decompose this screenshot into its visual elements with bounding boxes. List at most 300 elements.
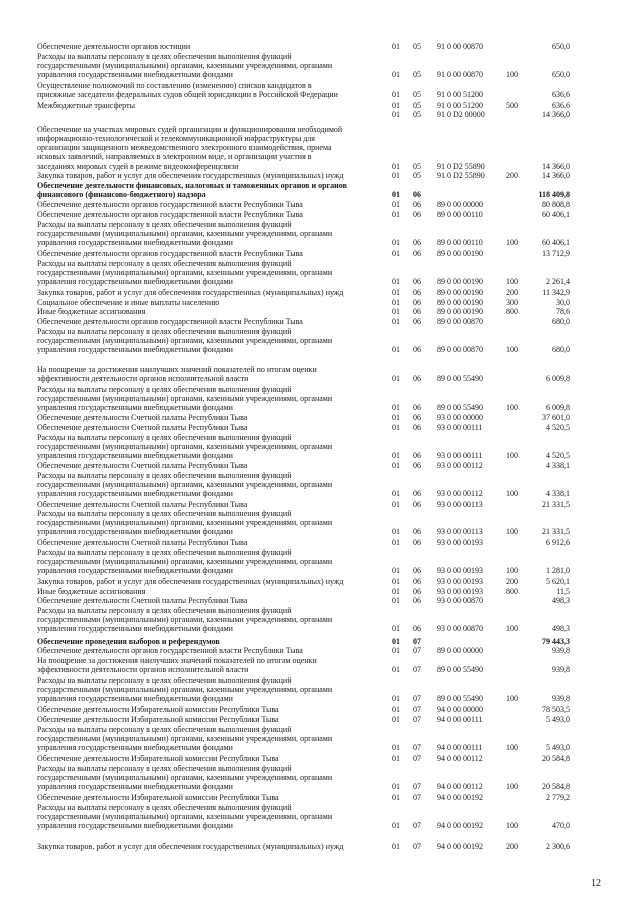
row-name: [37, 606, 382, 633]
subsection-code: 05: [413, 161, 421, 171]
section-code: 01: [392, 637, 400, 646]
row-name-line: государственными (муниципальными) органами, казенными учреждениями, органами: [37, 61, 333, 71]
subsection-code: 07: [413, 637, 421, 646]
expense-type-code: 100: [506, 821, 518, 831]
row-name: [37, 413, 382, 422]
subsection-code: 05: [413, 90, 421, 100]
table-row: [0, 210, 640, 219]
row-name: [37, 181, 382, 199]
subsection-code: 06: [413, 413, 421, 422]
expense-type-code: 100: [506, 566, 518, 576]
table-row: [0, 307, 640, 316]
row-name: [37, 327, 382, 354]
section-code: 01: [392, 42, 400, 51]
amount: 939,8: [552, 665, 570, 675]
row-name-line: государственными (муниципальными) органами, казенными учреждениями, органами: [37, 685, 333, 695]
expense-type-code: 200: [506, 577, 518, 586]
subsection-code: 06: [413, 317, 421, 326]
section-code: 01: [392, 317, 400, 326]
amount: 13 712,9: [542, 249, 570, 258]
expense-type-code: 100: [506, 238, 518, 248]
row-name: [37, 288, 382, 297]
row-name: [37, 385, 382, 412]
section-code: 01: [392, 277, 400, 287]
row-name: [37, 259, 382, 286]
target-item-code: 89 0 00 00190: [437, 249, 483, 258]
amount: 636,6: [552, 90, 570, 100]
subsection-code: 06: [413, 200, 421, 209]
row-name-line: Обеспечение деятельности Счетной палаты Республики Тыва: [37, 423, 248, 432]
section-code: 01: [392, 413, 400, 422]
page-number: 12: [591, 878, 601, 889]
row-name-line: государственными (муниципальными) органами, казенными учреждениями, органами: [37, 812, 333, 822]
row-name-line: государственными (муниципальными) органами, казенными учреждениями, органами: [37, 480, 333, 490]
row-name: [37, 538, 382, 547]
table-row: [0, 705, 640, 714]
subsection-code: 06: [413, 249, 421, 258]
row-name-line: информационно-технологической и телекоммуникационной инфраструктуры для: [37, 134, 315, 144]
row-name-line: Расходы на выплаты персоналу в целях обеспечения выполнения функций: [37, 327, 292, 336]
amount: 20 584,8: [542, 782, 570, 792]
row-name-line: управления государственными внебюджетными фондами: [37, 345, 233, 355]
target-item-code: 89 0 00 00000: [437, 646, 483, 655]
subsection-code: 06: [413, 374, 421, 384]
section-code: 01: [392, 665, 400, 675]
row-name-line: Обеспечение проведения выборов и референдумов: [37, 637, 220, 646]
row-name-line: На поощрение за достижения наилучших значений показателей по итогам оценки: [37, 656, 317, 665]
row-name-line: организации защищенного межведомственного электронного взаимодействия, приема: [37, 143, 332, 153]
expense-type-code: 100: [506, 694, 518, 704]
target-item-code: 93 0 00 00111: [437, 451, 483, 461]
table-row: [0, 413, 640, 422]
section-code: 01: [392, 500, 400, 509]
row-name: [37, 298, 382, 307]
row-name: [37, 509, 382, 536]
amount: 498,3: [552, 596, 570, 605]
expense-type-code: 100: [506, 70, 518, 80]
target-item-code: 89 0 00 00190: [437, 277, 483, 287]
subsection-code: 06: [413, 345, 421, 355]
amount: 79 443,3: [542, 637, 570, 646]
row-name-line: Обеспечение деятельности органов юстиции: [37, 42, 191, 51]
target-item-code: 91 0 D2 55890: [437, 161, 485, 171]
table-row: [0, 587, 640, 596]
target-item-code: 89 0 00 00190: [437, 288, 483, 297]
amount: 118 409,8: [538, 190, 570, 200]
target-item-code: 93 0 00 00870: [437, 596, 483, 605]
row-name: [37, 793, 382, 802]
target-item-code: 93 0 00 00193: [437, 587, 483, 596]
amount: 498,3: [552, 624, 570, 634]
row-name-line: Обеспечение деятельности Счетной палаты Республики Тыва: [37, 461, 248, 470]
table-row: [0, 423, 640, 432]
expense-type-code: 100: [506, 277, 518, 287]
subsection-code: 06: [413, 307, 421, 316]
expense-type-code: 800: [506, 307, 518, 316]
row-name: [37, 365, 382, 383]
section-code: 01: [392, 743, 400, 753]
target-item-code: 93 0 00 00112: [437, 489, 483, 499]
row-name-line: управления государственными внебюджетными фондами: [37, 782, 233, 792]
row-name: [37, 764, 382, 791]
row-name: [37, 676, 382, 703]
expense-type-code: 100: [506, 489, 518, 499]
target-item-code: 93 0 00 00113: [437, 500, 483, 509]
row-name-line: эффективности деятельности органов исполнительной власти: [37, 665, 249, 675]
target-item-code: 94 0 00 00112: [437, 754, 483, 763]
row-name-line: присяжные заседатели федеральных судов общей юрисдикции в Российской Федерации: [37, 90, 338, 100]
amount: 14 366,0: [542, 110, 570, 119]
row-name-line: Обеспечение деятельности Избирательной комиссии Республики Тыва: [37, 793, 279, 802]
row-name-line: Расходы на выплаты персоналу в целях обеспечения выполнения функций: [37, 433, 292, 442]
section-code: 01: [392, 842, 400, 851]
subsection-code: 05: [413, 101, 421, 110]
table-row: [0, 52, 640, 79]
row-name-line: Расходы на выплаты персоналу в целях обеспечения выполнения функций: [37, 52, 292, 61]
row-name-line: Обеспечение деятельности Избирательной комиссии Республики Тыва: [37, 754, 279, 763]
row-name: [37, 803, 382, 830]
row-name-line: На поощрение за достижения наилучших значений показателей по итогам оценки: [37, 365, 317, 374]
row-name-line: управления государственными внебюджетными фондами: [37, 70, 233, 80]
amount: 21 331,5: [542, 527, 570, 537]
row-name-line: государственными (муниципальными) органами, казенными учреждениями, органами: [37, 394, 333, 404]
table-row: [0, 793, 640, 802]
row-name-line: Расходы на выплаты персоналу в целях обеспечения выполнения функций: [37, 471, 292, 480]
amount: 60 406,1: [542, 210, 570, 219]
target-item-code: 89 0 00 55490: [437, 374, 483, 384]
amount: 680,0: [552, 345, 570, 355]
row-name-line: Обеспечение деятельности Счетной палаты Республики Тыва: [37, 500, 248, 509]
row-name: [37, 171, 382, 180]
expense-type-code: 100: [506, 527, 518, 537]
target-item-code: 93 0 00 00870: [437, 624, 483, 634]
row-name: [37, 587, 382, 596]
row-name: [37, 101, 382, 110]
row-name: [37, 656, 382, 674]
row-name-line: Обеспечение деятельности Счетной палаты Республики Тыва: [37, 538, 248, 547]
subsection-code: 07: [413, 694, 421, 704]
row-name-line: Расходы на выплаты персоналу в целях обеспечения выполнения функций: [37, 676, 292, 685]
row-name-line: управления государственными внебюджетными фондами: [37, 403, 233, 413]
table-row: [0, 327, 640, 354]
section-code: 01: [392, 566, 400, 576]
row-name-line: Обеспечение деятельности Счетной палаты Республики Тыва: [37, 596, 248, 605]
row-name-line: государственными (муниципальными) органами, казенными учреждениями, органами: [37, 615, 333, 625]
table-row: [0, 461, 640, 470]
amount: 80 808,8: [542, 200, 570, 209]
row-name: [37, 754, 382, 763]
amount: 2 261,4: [546, 277, 570, 287]
table-row: [0, 288, 640, 297]
table-row: [0, 259, 640, 286]
subsection-code: 07: [413, 793, 421, 802]
section-code: 01: [392, 200, 400, 209]
subsection-code: 07: [413, 715, 421, 724]
section-code: 01: [392, 249, 400, 258]
target-item-code: 94 0 00 00192: [437, 793, 483, 802]
table-row: [0, 249, 640, 258]
section-code: 01: [392, 101, 400, 110]
row-name-line: государственными (муниципальными) органами, казенными учреждениями, органами: [37, 518, 333, 528]
table-row: [0, 125, 640, 171]
row-name-line: Закупка товаров, работ и услуг для обеспечения государственных (муниципальных) нужд: [37, 577, 344, 586]
row-name-line: Расходы на выплаты персоналу в целях обеспечения выполнения функций: [37, 803, 292, 812]
row-name-line: Обеспечение деятельности Избирательной комиссии Республики Тыва: [37, 705, 279, 714]
row-name-line: финансового (финансово-бюджетного) надзора: [37, 190, 206, 200]
row-name-line: управления государственными внебюджетными фондами: [37, 624, 233, 634]
target-item-code: 91 0 00 51200: [437, 101, 483, 110]
expense-type-code: 200: [506, 842, 518, 851]
amount: 5 493,0: [546, 743, 570, 753]
expense-type-code: 100: [506, 451, 518, 461]
section-code: 01: [392, 298, 400, 307]
amount: 6 009,8: [546, 403, 570, 413]
subsection-code: 07: [413, 665, 421, 675]
table-row: [0, 365, 640, 383]
row-name-line: исковых заявлений, направляемых в электронном виде, и организации участия в: [37, 152, 312, 162]
target-item-code: 94 0 00 00111: [437, 743, 483, 753]
amount: 650,0: [552, 42, 570, 51]
row-name-line: Расходы на выплаты персоналу в целях обеспечения выполнения функций: [37, 606, 292, 615]
row-name: [37, 637, 382, 646]
table-row: [0, 181, 640, 199]
row-name-line: Закупка товаров, работ и услуг для обеспечения государственных (муниципальных) нужд: [37, 288, 344, 297]
section-code: 01: [392, 646, 400, 655]
row-name-line: Межбюджетные трансферты: [37, 101, 135, 110]
target-item-code: 93 0 00 00000: [437, 413, 483, 422]
row-name-line: управления государственными внебюджетными фондами: [37, 566, 233, 576]
row-name-line: государственными (муниципальными) органами, казенными учреждениями, органами: [37, 229, 333, 239]
table-row: [0, 298, 640, 307]
table-row: [0, 110, 640, 119]
table-row: [0, 725, 640, 752]
row-name: [37, 705, 382, 714]
section-code: 01: [392, 403, 400, 413]
row-name-line: Расходы на выплаты персоналу в целях обеспечения выполнения функций: [37, 764, 292, 773]
subsection-code: 06: [413, 238, 421, 248]
amount: 37 601,0: [542, 413, 570, 422]
subsection-code: 06: [413, 277, 421, 287]
table-row: [0, 500, 640, 509]
section-code: 01: [392, 538, 400, 547]
table-row: [0, 842, 640, 851]
amount: 4 520,5: [546, 423, 570, 432]
row-name-line: государственными (муниципальными) органами, казенными учреждениями, органами: [37, 268, 333, 278]
subsection-code: 06: [413, 461, 421, 470]
section-code: 01: [392, 161, 400, 171]
row-name: [37, 500, 382, 509]
row-name: [37, 646, 382, 655]
amount: 680,0: [552, 317, 570, 326]
row-name-line: Осуществление полномочий по составлению (изменению) списков кандидатов в: [37, 81, 312, 90]
section-code: 01: [392, 527, 400, 537]
target-item-code: 89 0 00 00000: [437, 200, 483, 209]
amount: 636,6: [552, 101, 570, 110]
row-name-line: управления государственными внебюджетными фондами: [37, 489, 233, 499]
section-code: 01: [392, 715, 400, 724]
table-row: [0, 548, 640, 575]
amount: 20 584,8: [542, 754, 570, 763]
section-code: 01: [392, 782, 400, 792]
section-code: 01: [392, 70, 400, 80]
section-code: 01: [392, 587, 400, 596]
row-name-line: Расходы на выплаты персоналу в целях обеспечения выполнения функций: [37, 259, 292, 268]
amount: 14 366,0: [542, 171, 570, 180]
amount: 11 342,9: [542, 288, 570, 297]
table-row: [0, 42, 640, 51]
table-row: [0, 577, 640, 586]
target-item-code: 89 0 00 55490: [437, 665, 483, 675]
target-item-code: 93 0 00 00113: [437, 527, 483, 537]
section-code: 01: [392, 451, 400, 461]
expense-type-code: 100: [506, 782, 518, 792]
target-item-code: 89 0 00 00110: [437, 238, 483, 248]
row-name-line: управления государственными внебюджетными фондами: [37, 821, 233, 831]
row-name-line: Расходы на выплаты персоналу в целях обеспечения выполнения функций: [37, 548, 292, 557]
row-name: [37, 52, 382, 79]
table-row: [0, 200, 640, 209]
section-code: 01: [392, 307, 400, 316]
row-name: [37, 433, 382, 460]
table-row: [0, 646, 640, 655]
expense-type-code: 100: [506, 345, 518, 355]
target-item-code: 94 0 00 00112: [437, 782, 483, 792]
subsection-code: 07: [413, 705, 421, 714]
target-item-code: 89 0 00 55490: [437, 403, 483, 413]
expense-type-code: 200: [506, 288, 518, 297]
amount: 939,8: [552, 646, 570, 655]
amount: 30,0: [556, 298, 570, 307]
section-code: 01: [392, 694, 400, 704]
target-item-code: 93 0 00 00112: [437, 461, 483, 470]
subsection-code: 07: [413, 646, 421, 655]
table-row: [0, 606, 640, 633]
table-row: [0, 538, 640, 547]
table-row: [0, 471, 640, 498]
row-name-line: Обеспечение деятельности органов государственной власти Республики Тыва: [37, 249, 303, 258]
row-name-line: Обеспечение деятельности органов государственной власти Республики Тыва: [37, 210, 303, 219]
subsection-code: 07: [413, 782, 421, 792]
row-name: [37, 461, 382, 470]
subsection-code: 07: [413, 743, 421, 753]
subsection-code: 06: [413, 624, 421, 634]
subsection-code: 06: [413, 577, 421, 586]
section-code: 01: [392, 577, 400, 586]
row-name: [37, 125, 382, 171]
amount: 14 366,0: [542, 161, 570, 171]
section-code: 01: [392, 705, 400, 714]
row-name-line: Обеспечение деятельности Счетной палаты Республики Тыва: [37, 413, 248, 422]
row-name-line: Расходы на выплаты персоналу в целях обеспечения выполнения функций: [37, 220, 292, 229]
table-row: [0, 101, 640, 110]
target-item-code: 91 0 D2 55890: [437, 171, 485, 180]
table-row: [0, 656, 640, 674]
row-name: [37, 81, 382, 99]
row-name-line: государственными (муниципальными) органами, казенными учреждениями, органами: [37, 557, 333, 567]
amount: 650,0: [552, 70, 570, 80]
table-row: [0, 803, 640, 830]
subsection-code: 07: [413, 842, 421, 851]
target-item-code: 91 0 00 00870: [437, 70, 483, 80]
expense-type-code: 500: [506, 101, 518, 110]
target-item-code: 89 0 00 55490: [437, 694, 483, 704]
table-row: [0, 433, 640, 460]
target-item-code: 89 0 00 00870: [437, 345, 483, 355]
table-row: [0, 317, 640, 326]
target-item-code: 91 0 00 00870: [437, 42, 483, 51]
target-item-code: 94 0 00 00111: [437, 715, 483, 724]
row-name: [37, 220, 382, 247]
section-code: 01: [392, 288, 400, 297]
subsection-code: 06: [413, 500, 421, 509]
row-name: [37, 471, 382, 498]
table-row: [0, 754, 640, 763]
section-code: 01: [392, 624, 400, 634]
row-name-line: Расходы на выплаты персоналу в целях обеспечения выполнения функций: [37, 509, 292, 518]
amount: 11,5: [556, 587, 570, 596]
amount: 78 503,5: [542, 705, 570, 714]
amount: 60 406,1: [542, 238, 570, 248]
row-name-line: эффективности деятельности органов исполнительной власти: [37, 374, 249, 384]
table-row: [0, 509, 640, 536]
target-item-code: 89 0 00 00110: [437, 210, 483, 219]
target-item-code: 89 0 00 00190: [437, 307, 483, 316]
section-code: 01: [392, 171, 400, 180]
target-item-code: 93 0 00 00111: [437, 423, 483, 432]
subsection-code: 06: [413, 538, 421, 547]
table-row: [0, 171, 640, 180]
section-code: 01: [392, 461, 400, 470]
target-item-code: 91 0 D2 00000: [437, 110, 485, 119]
section-code: 01: [392, 596, 400, 605]
row-name-line: Социальное обеспечение и иные выплаты населению: [37, 298, 220, 307]
section-code: 01: [392, 489, 400, 499]
section-code: 01: [392, 345, 400, 355]
subsection-code: 06: [413, 403, 421, 413]
row-name: [37, 317, 382, 326]
row-name: [37, 423, 382, 432]
row-name: [37, 307, 382, 316]
row-name-line: Обеспечение деятельности финансовых, налоговых и таможенных органов и органов: [37, 181, 347, 190]
subsection-code: 07: [413, 754, 421, 763]
subsection-code: 06: [413, 288, 421, 297]
table-row: [0, 220, 640, 247]
row-name: [37, 210, 382, 219]
row-name-line: государственными (муниципальными) органами, казенными учреждениями, органами: [37, 336, 333, 346]
subsection-code: 05: [413, 70, 421, 80]
amount: 939,8: [552, 694, 570, 704]
expense-type-code: 100: [506, 743, 518, 753]
target-item-code: 93 0 00 00193: [437, 538, 483, 547]
expense-type-code: 200: [506, 171, 518, 180]
table-row: [0, 676, 640, 703]
target-item-code: 89 0 00 00870: [437, 317, 483, 326]
expense-type-code: 100: [506, 624, 518, 634]
row-name-line: Расходы на выплаты персоналу в целях обеспечения выполнения функций: [37, 725, 292, 734]
subsection-code: 06: [413, 596, 421, 605]
table-row: [0, 637, 640, 646]
row-name-line: Расходы на выплаты персоналу в целях обеспечения выполнения функций: [37, 385, 292, 394]
row-name-line: Обеспечение деятельности органов государственной власти Республики Тыва: [37, 646, 303, 655]
section-code: 01: [392, 210, 400, 219]
subsection-code: 06: [413, 190, 421, 200]
row-name-line: Иные бюджетные ассигнования: [37, 307, 146, 316]
row-name-line: Обеспечение деятельности органов государственной власти Республики Тыва: [37, 200, 303, 209]
target-item-code: 89 0 00 00190: [437, 298, 483, 307]
row-name: [37, 548, 382, 575]
row-name-line: Обеспечение на участках мировых судей организации и функционирования необходимой: [37, 125, 343, 134]
subsection-code: 07: [413, 821, 421, 831]
